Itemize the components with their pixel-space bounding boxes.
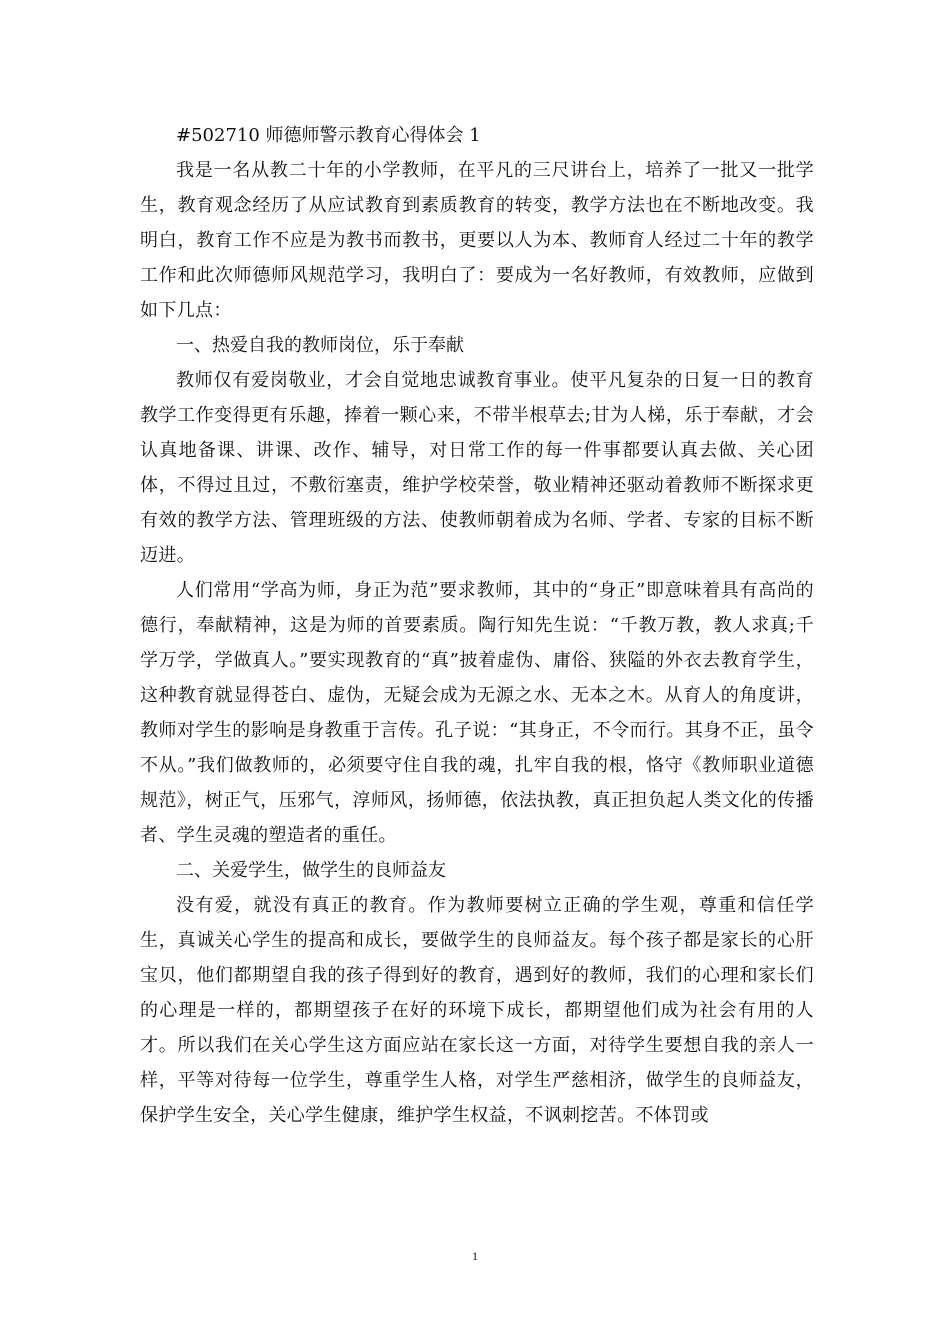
page-number: 1 [472, 1249, 478, 1263]
paragraph-care-students: 没有爱，就没有真正的教育。作为教师要树立正确的学生观，尊重和信任学生，真诚关心学生的提高和成长，要做学生的良师益友。每个孩子都是家长的心肝宝贝，他们都期望自我的孩子得到好的教育，遇到好的教师，我们的心理和家长们的心理是一样的，都期望孩子在好的环境下成长，都期望他们成为社会有用的人才。所以我们在关心学生这方面应站在家长这一方面，对待学生要想自我的亲人一样，平等对待每一位学生，尊重学生人格，对学生严慈相济，做学生的良师益友，保护学生安全，关心学生健康，维护学生权益，不讽刺挖苦。不体罚或 [140, 895, 814, 1126]
section-heading-1: 一、热爱自我的教师岗位，乐于奉献 [176, 335, 464, 356]
section-heading-2: 二、关爱学生，做学生的良师益友 [176, 860, 446, 881]
paragraph-dedication: 教师仅有爱岗敬业，才会自觉地忠诚教育事业。使平凡复杂的日复一日的教育教学工作变得更有乐趣，捧着一颗心来，不带半根草去;甘为人梯，乐于奉献，才会认真地备课、讲课、改作、辅导，对日常工作的每一件事都要认真去做、关心团体，不得过且过，不敷衍塞责，维护学校荣誉，敬业精神还驱动着教师不断探求更有效的教学方法、管理班级的方法、使教师朝着成为名师、学者、专家的目标不断迈进。 [140, 370, 814, 566]
document-title: #502710 师德师警示教育心得体会 1 [176, 125, 481, 146]
paragraph-intro: 我是一名从教二十年的小学教师，在平凡的三尺讲台上，培养了一批又一批学生，教育观念经历了从应试教育到素质教育的转变，教学方法也在不断地改变。我明白，教育工作不应是为教书而教书，更要以人为本、教师育人经过二十年的教学工作和此次师德师风规范学习，我明白了：要成为一名好教师，有效教师，应做到如下几点： [140, 160, 814, 321]
document-body [140, 118, 814, 1133]
paragraph-role-model: 人们常用“学高为师，身正为范”要求教师，其中的“身正”即意味着具有高尚的德行，奉献精神，这是为师的首要素质。陶行知先生说：“千教万教，教人求真;千学万学，学做真人。”要实现教育的“真”披着虚伪、庸俗、狭隘的外衣去教育学生，这种教育就显得苍白、虚伪，无疑会成为无源之水、无本之木。从育人的角度讲，教师对学生的影响是身教重于言传。孔子说：“其身正，不令而行。其身不正，虽令不从。”我们做教师的，必须要守住自我的魂，扎牢自我的根，恪守《教师职业道德规范》，树正气，压邪气，淳师风，扬师德，依法执教，真正担负起人类文化的传播者、学生灵魂的塑造者的重任。 [140, 580, 814, 846]
